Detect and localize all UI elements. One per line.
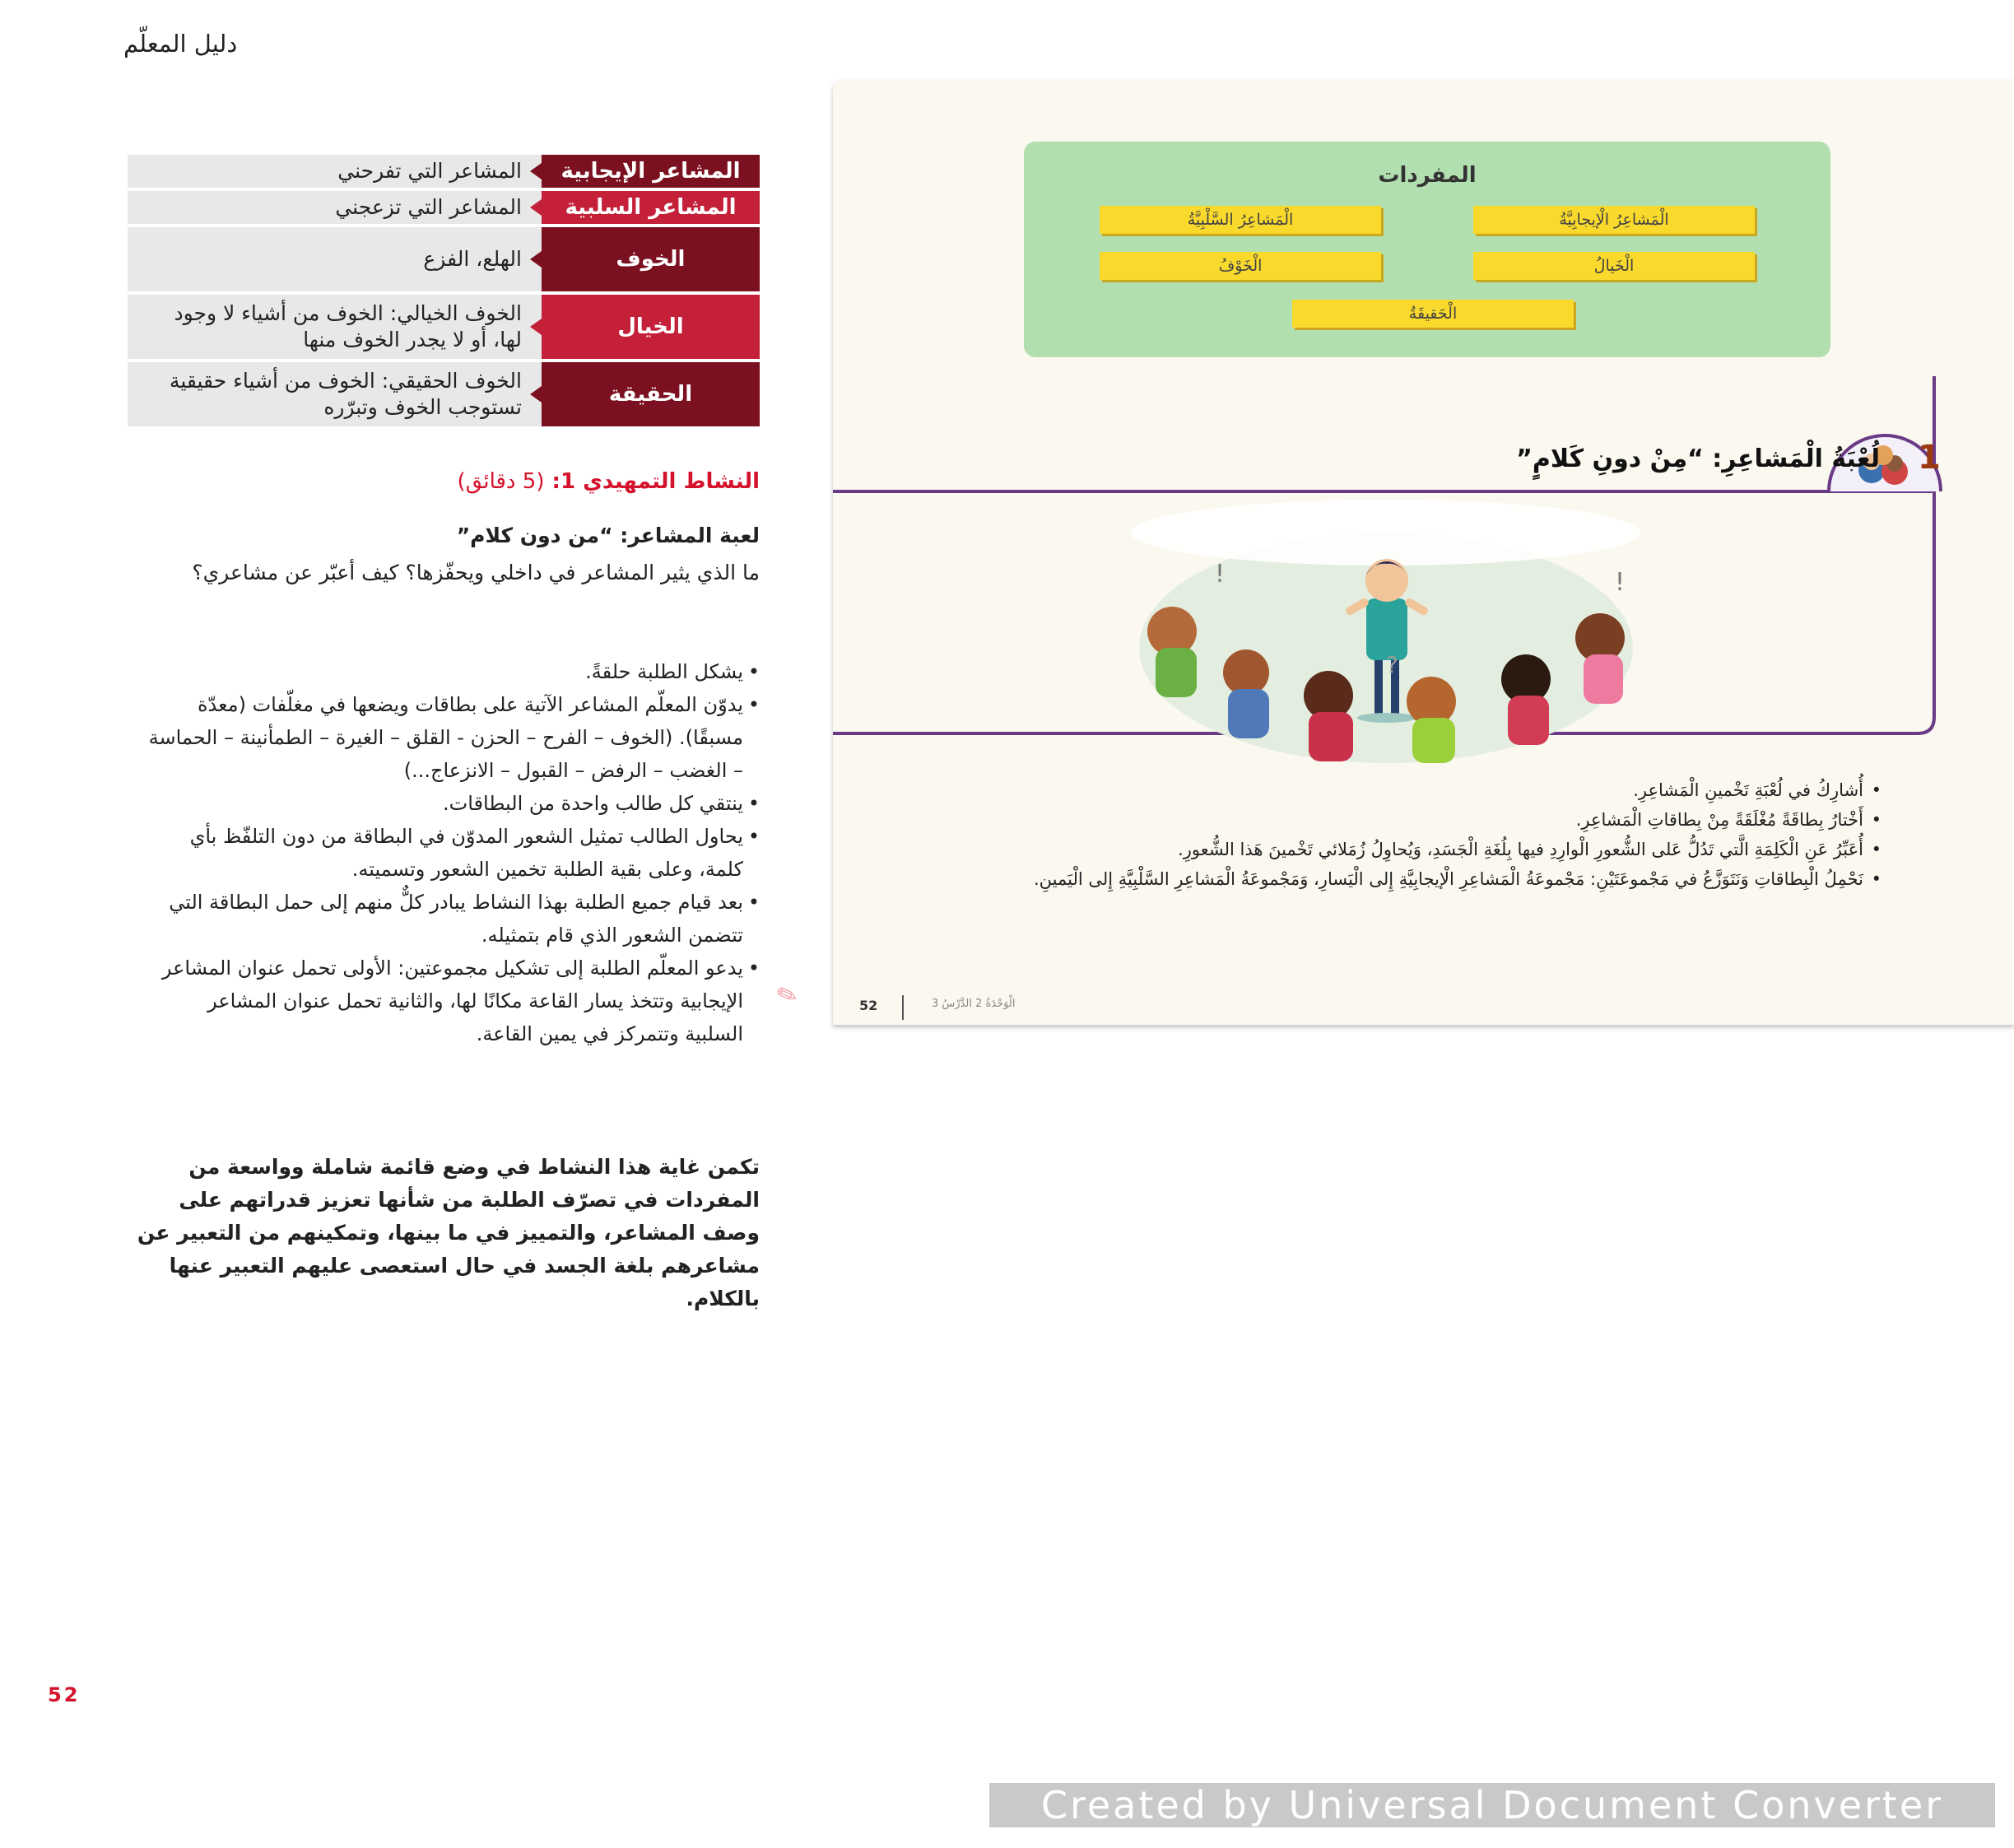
glossary-row: [128, 295, 760, 359]
activity-number: 1: [1918, 439, 1941, 477]
glossary-term: المشاعر السلبية: [542, 191, 760, 224]
guide-title: دليل المعلّم: [123, 30, 238, 58]
instruction-item: • أُعَبِّرُ عَنِ الْكَلِمَةِ الَّتي تَدُلُّ عَلى الشُّعورِ الْوارِدِ فيها بِلُغَةِ الْجَسَدِ، وَيُحاوِلُ زُمَلائي تَخْمينَ هَذا الشُّعورِ.: [899, 835, 1881, 864]
intro-question: ما الذي يثير المشاعر في داخلي ويحفّزها؟ كيف أعبّر عن مشاعري؟: [192, 561, 760, 584]
glossary-row: [128, 362, 760, 426]
step-item: • بعد قيام جميع الطلبة بهذا النشاط يبادر كلٌّ منهم إلى حمل البطاقة التي تتضمن الشعور الذي قام بتمثيله.: [148, 886, 760, 952]
activity-heading: [128, 469, 760, 494]
glossary-term: الخيال: [542, 295, 760, 359]
vocab-card: الْخَيالُ: [1473, 252, 1755, 280]
glossary-row: [128, 227, 760, 291]
activity-duration: (5 دقائق): [457, 469, 545, 494]
book-instructions: [899, 775, 1881, 894]
vocab-card: الْخَوْفُ: [1100, 252, 1381, 280]
step-item: • ينتقي كل طالب واحدة من البطاقات.: [148, 787, 760, 820]
svg-text:!: !: [1615, 568, 1626, 597]
textbook-page-image: [833, 80, 2014, 1025]
activity-heading-label: النشاط التمهيدي 1:: [551, 469, 760, 494]
vocabulary-title: المفردات: [1378, 163, 1477, 188]
svg-text:?: ?: [1386, 651, 1398, 678]
glossary-definition: المشاعر التي تزعجني: [128, 191, 542, 224]
vocab-card: الْحَقيقَةُ: [1292, 300, 1574, 328]
glossary-definition: الهلع، الفزع: [128, 227, 542, 291]
children-game-illustration: [1123, 500, 1649, 763]
glossary-row: [128, 155, 760, 188]
instruction-item: • أَخْتارُ بِطاقَةً مُغْلَقَةً مِنْ بِطاقاتِ الْمَشاعِرِ.: [899, 805, 1881, 835]
step-item: • يدوّن المعلّم المشاعر الآتية على بطاقات ويضعها في مغلّفات (معدّة مسبقًا). (الخوف – الفرح – الحزن - القلق – الغيرة – الطمأنينة – الحماسة – الغضب – الرفض – القبول – الانزعاج...): [148, 688, 760, 787]
activity-steps: [148, 655, 760, 1050]
glossary-definition: الخوف الخيالي: الخوف من أشياء لا وجود لها، أو لا يجدر الخوف منها: [128, 295, 542, 359]
vocab-card: الْمَشاعِرُ السَّلْبِيَّةُ: [1100, 206, 1381, 234]
vocab-card: الْمَشاعِرُ الْإيجابِيَّةُ: [1473, 206, 1755, 234]
glossary-definition: المشاعر التي تفرحني: [128, 155, 542, 188]
game-title: لعبة المشاعر: “من دون كلام”: [456, 524, 760, 547]
page-number: 52: [48, 1683, 81, 1706]
glossary-term: الخوف: [542, 227, 760, 291]
book-page-number: 52: [859, 998, 878, 1013]
book-activity-title: لُعْبَةُ الْمَشاعِرِ: “مِنْ دونِ كَلامٍ”: [1516, 445, 1880, 473]
glossary-definition: الخوف الحقيقي: الخوف من أشياء حقيقية تستوجب الخوف وتبرّره: [128, 362, 542, 426]
step-item: • يدعو المعلّم الطلبة إلى تشكيل مجموعتين: الأولى تحمل عنوان المشاعر الإيجابية وتتخذ يسار القاعة مكانًا لها، والثانية تحمل عنوان المشاعر السلبية وتتمركز في يمين القاعة.: [148, 952, 760, 1050]
stamp-logo: ✎: [772, 978, 802, 1013]
instruction-item: • نَحْمِلُ الْبِطاقاتِ وَنَتَوَزَّعُ في مَجْموعَتَيْنِ: مَجْموعَةُ الْمَشاعِرِ الْإيجابِيَّةِ إِلى الْيَسارِ، وَمَجْموعَةُ الْمَشاعِرِ السَّلْبِيَّةِ إِلى الْيَمينِ.: [899, 864, 1881, 894]
instruction-item: • أُشارِكُ في لُعْبَةِ تَخْمينِ الْمَشاعِرِ.: [899, 775, 1881, 805]
footer-divider: [902, 995, 904, 1020]
book-footer-text: الْوَحْدَةُ 2 الدَّرْسُ 3: [932, 998, 1016, 1010]
converter-watermark: Created by Universal Document Converter: [989, 1783, 1995, 1827]
glossary-table: [128, 155, 760, 430]
vocabulary-box: [1024, 142, 1830, 357]
step-item: • يحاول الطالب تمثيل الشعور المدوّن في البطاقة من دون التلفّظ بأي كلمة، وعلى بقية الطلبة تخمين الشعور وتسميته.: [148, 820, 760, 886]
glossary-row: [128, 191, 760, 224]
step-item: • يشكل الطلبة حلقةً.: [148, 655, 760, 688]
svg-text:!: !: [1215, 560, 1226, 589]
glossary-term: المشاعر الإيجابية: [542, 155, 760, 188]
activity-goal: تكمن غاية هذا النشاط في وضع قائمة شاملة وواسعة من المفردات في تصرّف الطلبة من شأنها تعزيز قدراتهم على وصف المشاعر، والتمييز في ما بينها، وتمكينهم من التعبير عن مشاعرهم بلغة الجسد في حال استعصى عليهم التعبير عنها بالكلام.: [137, 1155, 760, 1310]
glossary-term: الحقيقة: [542, 362, 760, 426]
